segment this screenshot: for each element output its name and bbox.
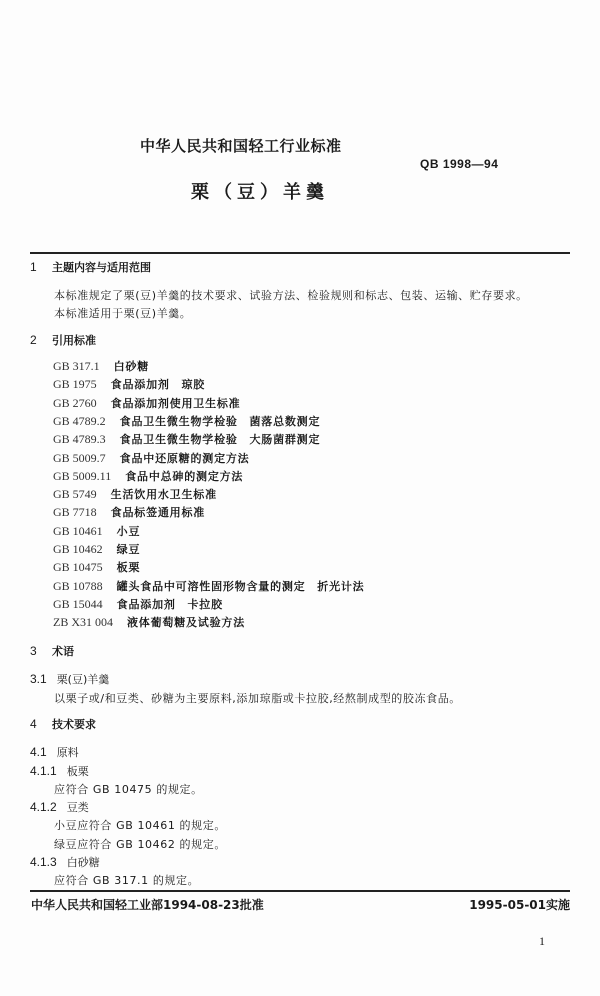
reference-code: GB 10788 [53, 578, 103, 593]
subsection-number: 4.1 [30, 745, 47, 759]
reference-item [53, 596, 223, 612]
reference-item [53, 395, 240, 411]
reference-name: 罐头食品中可溶性固形物含量的测定 折光计法 [116, 579, 365, 593]
paragraph: 绿豆应符合 GB 10462 的规定。 [54, 838, 226, 851]
reference-name: 食品添加剂 琼胶 [110, 378, 206, 392]
reference-code: GB 5009.11 [53, 468, 112, 483]
reference-code: GB 4789.3 [53, 432, 106, 447]
reference-code: GB 2760 [53, 395, 97, 410]
subsection-4-1 [30, 744, 79, 760]
reference-item [53, 468, 243, 484]
issuing-organization: 中华人民共和国轻工行业标准 [140, 137, 342, 155]
reference-name: 食品卫生微生物学检验 大肠菌群测定 [119, 433, 321, 447]
paragraph: 应符合 GB 10475 的规定。 [54, 783, 203, 796]
paragraph: 小豆应符合 GB 10461 的规定。 [54, 819, 226, 832]
paragraph: 以栗子或/和豆类、砂糖为主要原料,添加琼脂或卡拉胶,经熬制成型的胶冻食品。 [54, 692, 461, 705]
reference-item [53, 578, 364, 594]
reference-item [53, 504, 205, 520]
section-title: 术语 [52, 645, 74, 658]
header-divider [30, 252, 570, 254]
reference-name: 食品标签通用标准 [110, 506, 206, 520]
reference-item [53, 486, 217, 502]
subsection-3-1 [30, 671, 109, 687]
section-4-heading [30, 716, 96, 732]
reference-item [53, 431, 320, 447]
reference-code: GB 10462 [53, 542, 103, 556]
reference-code: GB 317.1 [53, 359, 100, 373]
reference-name: 食品中总砷的测定方法 [125, 469, 244, 483]
reference-code: GB 1975 [53, 377, 97, 392]
approval-date: 中华人民共和国轻工业部1994-08-23批准 [31, 898, 264, 912]
paragraph: 本标准规定了栗(豆)羊羹的技术要求、试验方法、检验规则和标志、包装、运输、贮存要求。 [54, 289, 528, 302]
subsection-title: 豆类 [66, 801, 89, 814]
section-title: 主题内容与适用范围 [52, 261, 151, 274]
reference-name: 生活饮用水卫生标准 [110, 488, 217, 502]
reference-name: 白砂糖 [113, 360, 150, 373]
paragraph: 应符合 GB 317.1 的规定。 [54, 874, 200, 887]
section-1-heading [30, 259, 151, 275]
reference-item [53, 559, 140, 575]
reference-name: 食品添加剂 卡拉胶 [116, 597, 223, 611]
reference-name: 食品卫生微生物学检验 菌落总数测定 [119, 414, 321, 428]
reference-item [53, 413, 320, 429]
subsection-number: 4.1.2 [30, 800, 57, 814]
footer-divider [30, 890, 570, 892]
subsection-number: 4.1.3 [30, 855, 57, 869]
reference-code: GB 10461 [53, 523, 103, 538]
subsection-title: 板栗 [66, 765, 89, 778]
reference-code: GB 15044 [53, 596, 103, 611]
subsection-number: 4.1.1 [30, 764, 57, 778]
standard-code: QB 1998—94 [420, 157, 499, 171]
section-number: 3 [30, 644, 37, 658]
reference-item [53, 358, 149, 374]
reference-code: GB 4789.2 [53, 413, 106, 428]
reference-name: 食品中还原糖的测定方法 [119, 451, 250, 465]
reference-name: 液体葡萄糖及试验方法 [127, 616, 245, 630]
subsection-4-1-1 [30, 763, 89, 779]
subsection-4-1-3 [30, 854, 100, 870]
reference-item [53, 614, 245, 630]
implementation-date: 1995-05-01实施 [469, 898, 570, 912]
reference-item [53, 450, 249, 466]
page-number: 1 [539, 934, 545, 948]
section-number: 2 [30, 333, 37, 347]
subsection-4-1-2 [30, 799, 89, 815]
reference-name: 小豆 [116, 524, 141, 538]
subsection-title: 原料 [56, 746, 79, 759]
section-3-heading [30, 643, 74, 659]
section-2-heading [30, 332, 96, 348]
section-number: 1 [30, 260, 37, 274]
reference-code: GB 7718 [53, 505, 97, 520]
reference-code: ZB X31 004 [53, 615, 113, 630]
document-title: 栗（豆）羊羹 [191, 182, 329, 203]
reference-code: GB 10475 [53, 560, 103, 575]
paragraph: 本标准适用于栗(豆)羊羹。 [54, 307, 192, 320]
subsection-number: 3.1 [30, 672, 47, 686]
subsection-title: 栗(豆)羊羹 [56, 673, 110, 686]
reference-name: 绿豆 [116, 543, 141, 556]
section-title: 引用标准 [52, 334, 96, 347]
reference-item [53, 523, 140, 539]
reference-code: GB 5009.7 [53, 450, 106, 465]
reference-item [53, 376, 205, 392]
reference-name: 板栗 [116, 561, 141, 575]
reference-item [53, 541, 140, 557]
reference-code: GB 5749 [53, 487, 97, 502]
subsection-title: 白砂糖 [66, 856, 100, 869]
section-number: 4 [30, 717, 37, 731]
section-title: 技术要求 [52, 718, 96, 731]
reference-name: 食品添加剂使用卫生标准 [110, 396, 241, 410]
